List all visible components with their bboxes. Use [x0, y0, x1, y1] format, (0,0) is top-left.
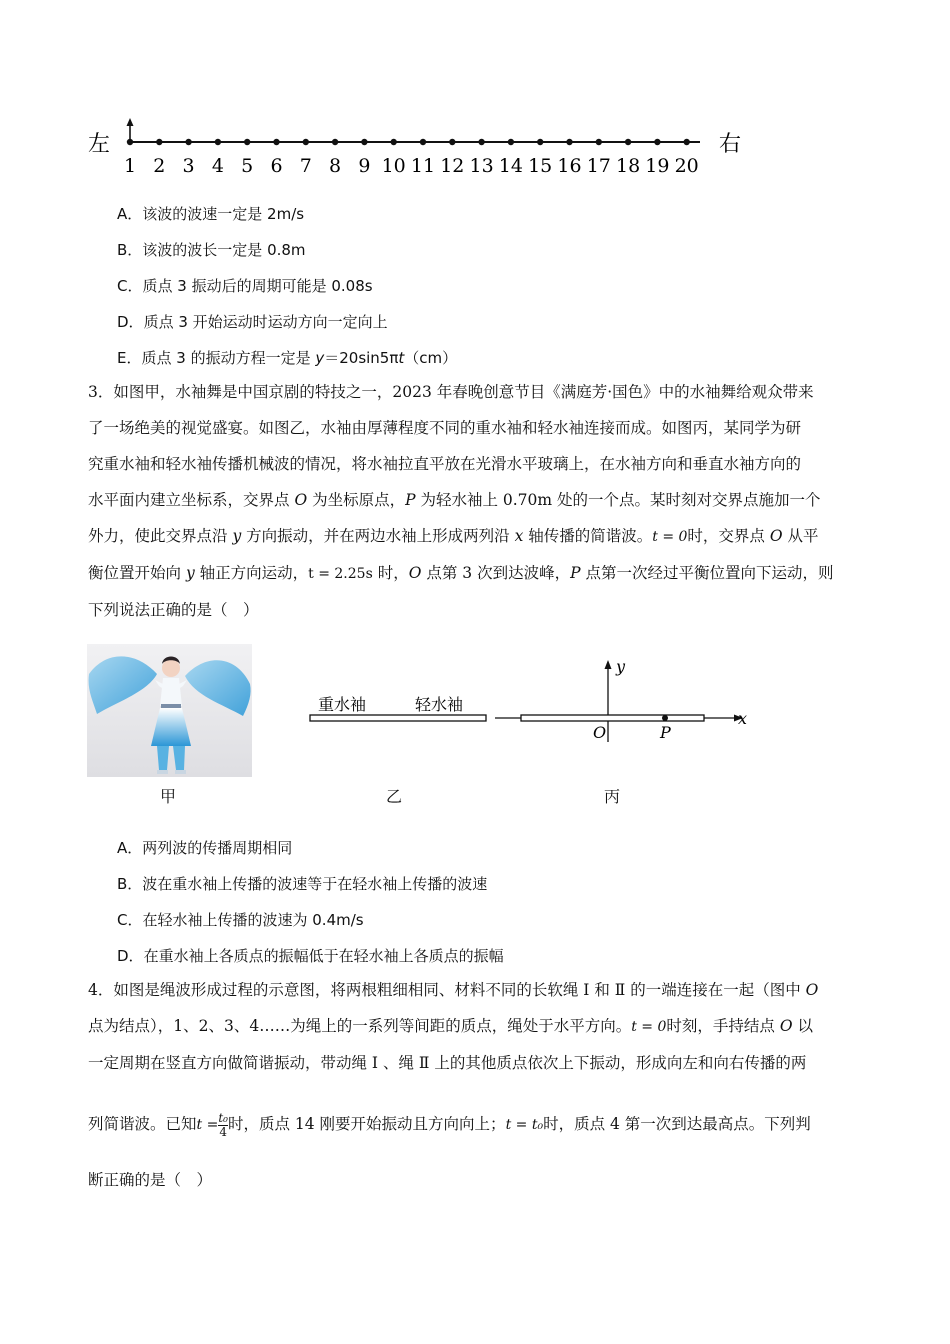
point-p-label: P	[660, 723, 671, 742]
q3-line-3: 究重水袖和轻水袖传播机械波的情况，将水袖拉直平放在光滑水平玻璃上，在水袖方向和垂直水袖方向的	[88, 455, 802, 473]
tick-dot	[215, 139, 221, 145]
sleeve-figure	[305, 688, 495, 728]
q2-option-b: B．该波的波长一定是 0.8m	[117, 241, 306, 259]
sleeve-on-axis	[521, 715, 704, 721]
y-axis-arrow-icon	[605, 660, 612, 669]
caption-jia: 甲	[160, 787, 177, 806]
tick-dot	[391, 139, 397, 145]
coordinate-figure	[490, 656, 760, 746]
q3-line-5: 外力，使此交界点沿 y 方向振动，并在两边水袖上形成两列沿 x 轴传播的简谐波。t = 0时，交界点 O 从平	[88, 527, 819, 545]
q4-line-4: 列简谐波。已知t = $\frac{\text{t₀}}{4}$ 时，质点 14 刚要开始振动且方向向上；t = t₀时，质点 4 第一次到达最高点。下列判	[88, 1110, 811, 1139]
tick-dot	[273, 139, 279, 145]
point-p-dot	[662, 715, 668, 721]
tick-dot	[420, 139, 426, 145]
caption-bing: 丙	[604, 787, 621, 806]
tick-dot	[478, 139, 484, 145]
tick-label: 8	[329, 155, 342, 177]
number-line-figure	[88, 118, 768, 188]
tick-dot	[361, 139, 367, 145]
fraction-t0-over-4: $\frac{\text{t₀}}{4}$	[218, 1110, 228, 1139]
dancer-photo	[87, 644, 252, 777]
q2-option-e: E．质点 3 的振动方程一定是 y＝20sin5πt（cm）	[117, 349, 458, 367]
q3-line-2: 了一场绝美的视觉盛宴。如图乙，水袖由厚薄程度不同的重水袖和轻水袖连接而成。如图丙，某同学为研	[88, 419, 802, 437]
tick-dot	[654, 139, 660, 145]
light-sleeve-label: 轻水袖	[415, 695, 464, 714]
tick-dot	[449, 139, 455, 145]
q2-option-d: D．质点 3 开始运动时运动方向一定向上	[117, 313, 388, 331]
tick-label: 9	[358, 155, 371, 177]
tick-label: 20	[674, 155, 699, 177]
tick-label: 4	[211, 155, 224, 177]
origin-label: O	[593, 723, 607, 742]
tick-label: 11	[410, 155, 436, 177]
up-arrowhead-icon	[127, 118, 134, 126]
q4-stem	[88, 972, 868, 1081]
q4-line-3: 一定周期在竖直方向做简谐振动，带动绳 Ⅰ 、绳 Ⅱ 上的其他质点依次上下振动，形成向左和向右传播的两	[88, 1054, 807, 1072]
tick-dot	[332, 139, 338, 145]
tick-dot	[684, 139, 690, 145]
tick-label: 12	[440, 155, 465, 177]
tick-label: 1	[123, 155, 137, 177]
tick-dot	[127, 139, 133, 145]
heavy-sleeve-label: 重水袖	[318, 695, 367, 714]
tick-dot	[537, 139, 543, 145]
tick-label: 3	[182, 155, 195, 177]
q3-line-4: 水平面内建立坐标系，交界点 O 为坐标原点，P 为轻水袖上 0.70m 处的一个点。某时刻对交界点施加一个	[88, 491, 821, 509]
tick-label: 6	[270, 155, 283, 177]
tick-label: 18	[616, 155, 641, 177]
q3-stem	[88, 374, 868, 628]
tick-dot	[303, 139, 309, 145]
tick-dot	[244, 139, 250, 145]
tick-label: 5	[241, 155, 254, 177]
right-label: 右	[719, 132, 742, 157]
tick-dot	[185, 139, 191, 145]
left-label: 左	[88, 132, 111, 157]
q4-line-2: 点为结点），1、2、3、4……为绳上的一系列等间距的质点，绳处于水平方向。t = 0时刻，手持结点 O 以	[88, 1017, 813, 1035]
tick-label: 10	[381, 155, 406, 177]
q2-option-a: A．该波的波速一定是 2m/s	[117, 205, 305, 223]
tick-dot	[625, 139, 631, 145]
sleeve-bar	[310, 715, 486, 721]
tick-label: 16	[557, 155, 582, 177]
q3-line-7: 下列说法正确的是（ ）	[88, 601, 259, 619]
tick-label: 15	[528, 155, 553, 177]
q3-option-a: A．两列波的传播周期相同	[117, 839, 293, 857]
tick-label: 19	[645, 155, 670, 177]
tick-dot	[508, 139, 514, 145]
tick-label: 17	[586, 155, 611, 177]
q2-option-c: C．质点 3 振动后的周期可能是 0.08s	[117, 277, 373, 295]
caption-yi: 乙	[386, 787, 403, 806]
tick-dot	[596, 139, 602, 145]
q4-line-5: 断正确的是（ ）	[88, 1171, 213, 1189]
q3-option-d: D．在重水袖上各质点的振幅低于在轻水袖上各质点的振幅	[117, 947, 504, 965]
tick-dot	[156, 139, 162, 145]
tick-label: 14	[498, 155, 523, 177]
x-axis-label: x	[738, 709, 748, 728]
tick-label: 2	[153, 155, 166, 177]
q3-line-6: 衡位置开始向 y 轴正方向运动，t = 2.25s 时，O 点第 3 次到达波峰，P 点第一次经过平衡位置向下运动，则	[88, 564, 834, 582]
tick-label: 13	[469, 155, 494, 177]
y-axis-label: y	[616, 657, 626, 676]
q4-line-1: 4．如图是绳波形成过程的示意图，将两根粗细相同、材料不同的长软绳 Ⅰ 和 Ⅱ 的一端连接在一起（图中 O	[88, 981, 819, 999]
q3-option-c: C．在轻水袖上传播的波速为 0.4m/s	[117, 911, 364, 929]
tick-label: 7	[299, 155, 312, 177]
tick-dot	[566, 139, 572, 145]
q3-line-1: 3．如图甲，水袖舞是中国京剧的特技之一，2023 年春晚创意节目《满庭芳·国色》中的水袖舞给观众带来	[88, 383, 814, 401]
tick-group	[124, 139, 699, 177]
q3-option-b: B．波在重水袖上传播的波速等于在轻水袖上传播的波速	[117, 875, 488, 893]
